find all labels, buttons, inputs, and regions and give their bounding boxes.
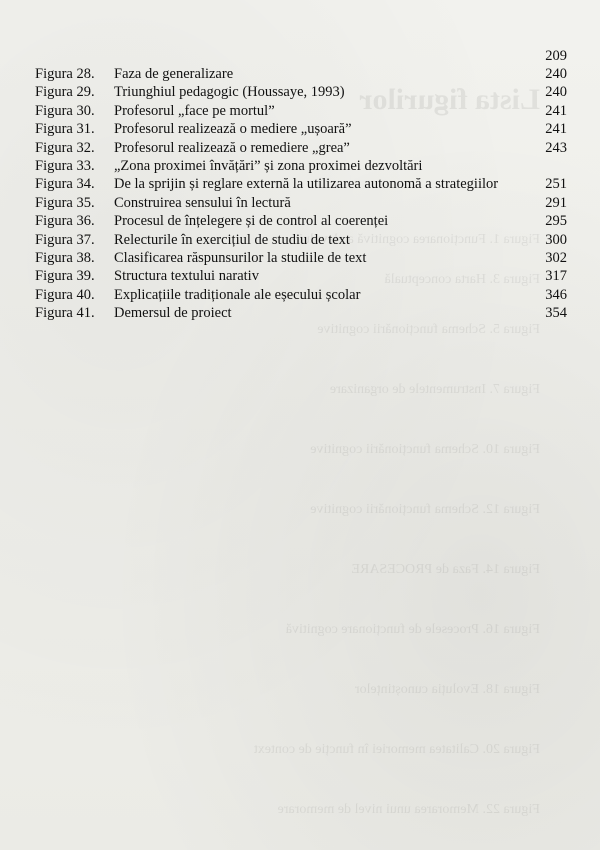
figure-label: Figura 40. [35, 286, 95, 303]
figure-title: Construirea sensului în lectură [114, 194, 291, 211]
figure-entry-list [35, 65, 567, 323]
figure-page-number: 346 [545, 286, 567, 303]
figure-page-number: 300 [545, 231, 567, 248]
figure-title: Clasificarea răspunsurilor la studiile de text [114, 250, 367, 267]
figure-page-number: 241 [545, 102, 567, 119]
figure-entry [35, 249, 567, 267]
figure-entry [35, 212, 567, 230]
figure-label: Figura 28. [35, 66, 95, 82]
figure-label: Figura 32. [35, 139, 95, 156]
figure-entry [35, 83, 567, 101]
figure-title: Triunghiul pedagogic (Houssaye, 1993) [114, 84, 345, 101]
figure-page-number: 295 [545, 213, 567, 230]
figure-label: Figura 35. [35, 194, 95, 211]
show-through-text: Lista figurilor Figura 1. Funcționarea cognitivă a elevului Figura 3. Harta conceptuală Figura 5. Schema funcționării cognitive Figura 7. Instrumentele de organizare Figura 10. Schema funcționării cognitive Figura 12. Schema funcționării cognitive Figura 14. Faza de PROCESARE Figura 16. Procesele de funcționare cognitivă Figura 18. Evoluția cunoștințelor Figura 20. Calitatea memoriei în funcție de context Figura 22. Memorarea unui nivel de memorare [253, 83, 540, 817]
figure-entry [35, 231, 567, 249]
figure-entry [35, 65, 567, 83]
figure-entry [35, 267, 567, 285]
figure-page-number: 291 [545, 194, 567, 211]
figure-entry [35, 286, 567, 304]
figure-page-number: 302 [545, 250, 567, 267]
figure-label: Figura 29. [35, 84, 95, 101]
figure-title: De la sprijin și reglare externă la utilizarea autonomă a strategiilor [114, 176, 499, 193]
figure-page-number: 251 [545, 176, 567, 193]
figure-label: Figura 33. [35, 158, 95, 175]
figure-entry [35, 175, 567, 193]
figure-entry [35, 157, 567, 175]
figure-page-number: 354 [545, 305, 567, 322]
figure-title: Profesorul „face pe mortul” [114, 102, 275, 119]
figure-title: Faza de generalizare [114, 66, 234, 82]
figure-page-number: 317 [545, 268, 567, 285]
figure-entry [35, 120, 567, 138]
figure-title: Structura textului narativ [114, 268, 259, 285]
figure-page-number: 243 [545, 139, 567, 156]
figure-title: Profesorul realizează o mediere „ușoară” [114, 121, 352, 138]
figure-title: Relecturile în exercițiul de studiu de text [114, 231, 350, 248]
figure-page-number: 240 [545, 84, 567, 101]
figure-entry [35, 194, 567, 212]
figure-label: Figura 41. [35, 305, 95, 322]
figure-label: Figura 34. [35, 176, 95, 193]
figure-title: Profesorul realizează o remediere „grea” [114, 139, 350, 156]
figure-label: Figura 37. [35, 231, 95, 248]
figure-label: Figura 36. [35, 213, 95, 230]
figure-label: Figura 30. [35, 102, 95, 119]
figure-page-number: 241 [545, 121, 567, 138]
figure-entry [35, 139, 567, 157]
figure-entry [35, 304, 567, 322]
figure-title: Procesul de înțelegere și de control al coerenței [114, 213, 389, 230]
page-number: 209 [545, 48, 567, 64]
figure-label: Figura 39. [35, 268, 95, 285]
figure-title: Demersul de proiect [114, 305, 232, 322]
figure-page-number: 240 [545, 66, 567, 82]
figure-title: Explicațiile tradiționale ale eșecului școlar [114, 286, 361, 303]
figure-label: Figura 38. [35, 250, 95, 267]
figure-entry [35, 102, 567, 120]
figure-title: „Zona proximei învățări” și zona proximei dezvoltări [114, 158, 423, 175]
figure-label: Figura 31. [35, 121, 95, 138]
